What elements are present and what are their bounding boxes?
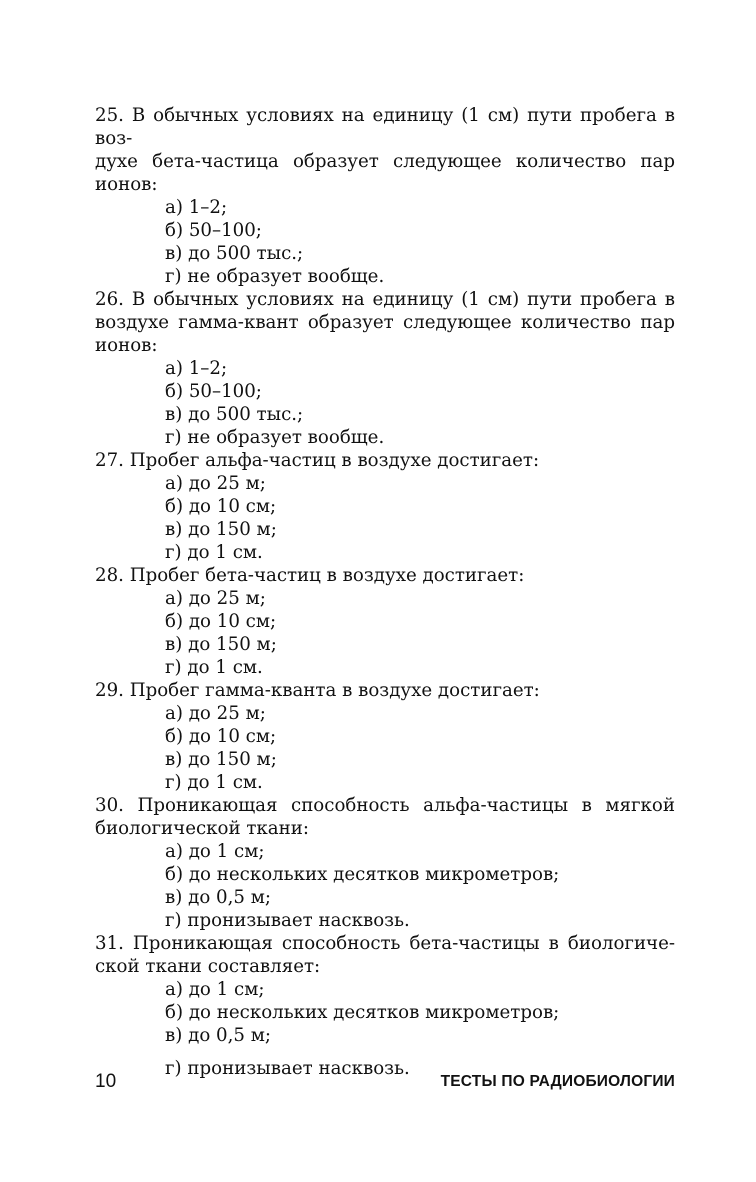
- question-30: [95, 794, 675, 932]
- question-line: 30. Проникающая способность альфа-частицы в мягкой: [95, 795, 675, 816]
- answer-option: г) до 1 см.: [165, 772, 263, 793]
- question-26: [95, 288, 675, 449]
- question-text: [95, 679, 675, 702]
- answer-option: б) 50–100;: [165, 220, 262, 241]
- answer-options: [95, 587, 675, 679]
- question-line: ской ткани составляет:: [95, 956, 321, 977]
- answer-option: б) до 10 см;: [165, 726, 277, 747]
- answer-options: [95, 472, 675, 564]
- question-line: 31. Проникающая способность бета-частицы в биологиче-: [95, 933, 675, 954]
- answer-option: а) до 1 см;: [165, 841, 265, 862]
- answer-option: в) до 150 м;: [165, 634, 277, 655]
- question-29: [95, 679, 675, 794]
- answer-option: г) пронизывает насквозь.: [165, 1058, 410, 1079]
- answer-options: [95, 840, 675, 932]
- answer-option: а) 1–2;: [165, 197, 228, 218]
- answer-option: в) до 150 м;: [165, 749, 277, 770]
- answer-option: в) до 0,5 м;: [165, 1025, 272, 1046]
- answer-options: [95, 357, 675, 449]
- answer-option: в) до 500 тыс.;: [165, 404, 304, 425]
- question-line: воздухе гамма-квант образует следующее количество пар: [95, 312, 675, 333]
- answer-option: в) до 0,5 м;: [165, 887, 272, 908]
- answer-option: в) до 500 тыс.;: [165, 243, 304, 264]
- answer-options: [95, 702, 675, 794]
- answer-option: г) до 1 см.: [165, 657, 263, 678]
- answer-option: б) до 10 см;: [165, 496, 277, 517]
- question-text: [95, 932, 675, 978]
- question-28: [95, 564, 675, 679]
- question-line: 29. Пробег гамма-кванта в воздухе достигает:: [95, 680, 540, 701]
- answer-option: а) до 25 м;: [165, 473, 266, 494]
- question-31: [95, 932, 675, 1080]
- answer-option: г) до 1 см.: [165, 542, 263, 563]
- question-line: духе бета-частица образует следующее количество пар ионов:: [95, 151, 675, 195]
- question-text: [95, 449, 675, 472]
- question-25: [95, 104, 675, 288]
- question-text: [95, 288, 675, 357]
- running-title: ТЕСТЫ ПО РАДИОБИОЛОГИИ: [440, 1073, 675, 1090]
- answer-option: в) до 150 м;: [165, 519, 277, 540]
- question-text: [95, 104, 675, 196]
- question-text: [95, 794, 675, 840]
- answer-options: [95, 978, 675, 1080]
- answer-option: а) до 25 м;: [165, 703, 266, 724]
- answer-options: [95, 196, 675, 288]
- question-27: [95, 449, 675, 564]
- question-line: ионов:: [95, 335, 158, 356]
- question-text: [95, 564, 675, 587]
- question-line: биологической ткани:: [95, 818, 310, 839]
- page-footer: [95, 1071, 675, 1095]
- answer-option: б) до нескольких десятков микрометров;: [165, 864, 560, 885]
- question-line: 27. Пробег альфа-частиц в воздухе достигает:: [95, 450, 540, 471]
- answer-option: б) до 10 см;: [165, 611, 277, 632]
- answer-option: а) 1–2;: [165, 358, 228, 379]
- answer-option: б) 50–100;: [165, 381, 262, 402]
- question-line: 25. В обычных условиях на единицу (1 см) пути пробега в воз-: [95, 105, 675, 149]
- answer-option: а) до 1 см;: [165, 979, 265, 1000]
- answer-option: г) не образует вообще.: [165, 266, 385, 287]
- answer-option: г) не образует вообще.: [165, 427, 385, 448]
- page-body: [95, 104, 675, 1080]
- question-line: 26. В обычных условиях на единицу (1 см) пути пробега в: [95, 289, 675, 310]
- answer-option: а) до 25 м;: [165, 588, 266, 609]
- page-number: 10: [95, 1071, 117, 1092]
- question-line: 28. Пробег бета-частиц в воздухе достигает:: [95, 565, 525, 586]
- answer-option: б) до нескольких десятков микрометров;: [165, 1002, 560, 1023]
- answer-option: г) пронизывает насквозь.: [165, 910, 410, 931]
